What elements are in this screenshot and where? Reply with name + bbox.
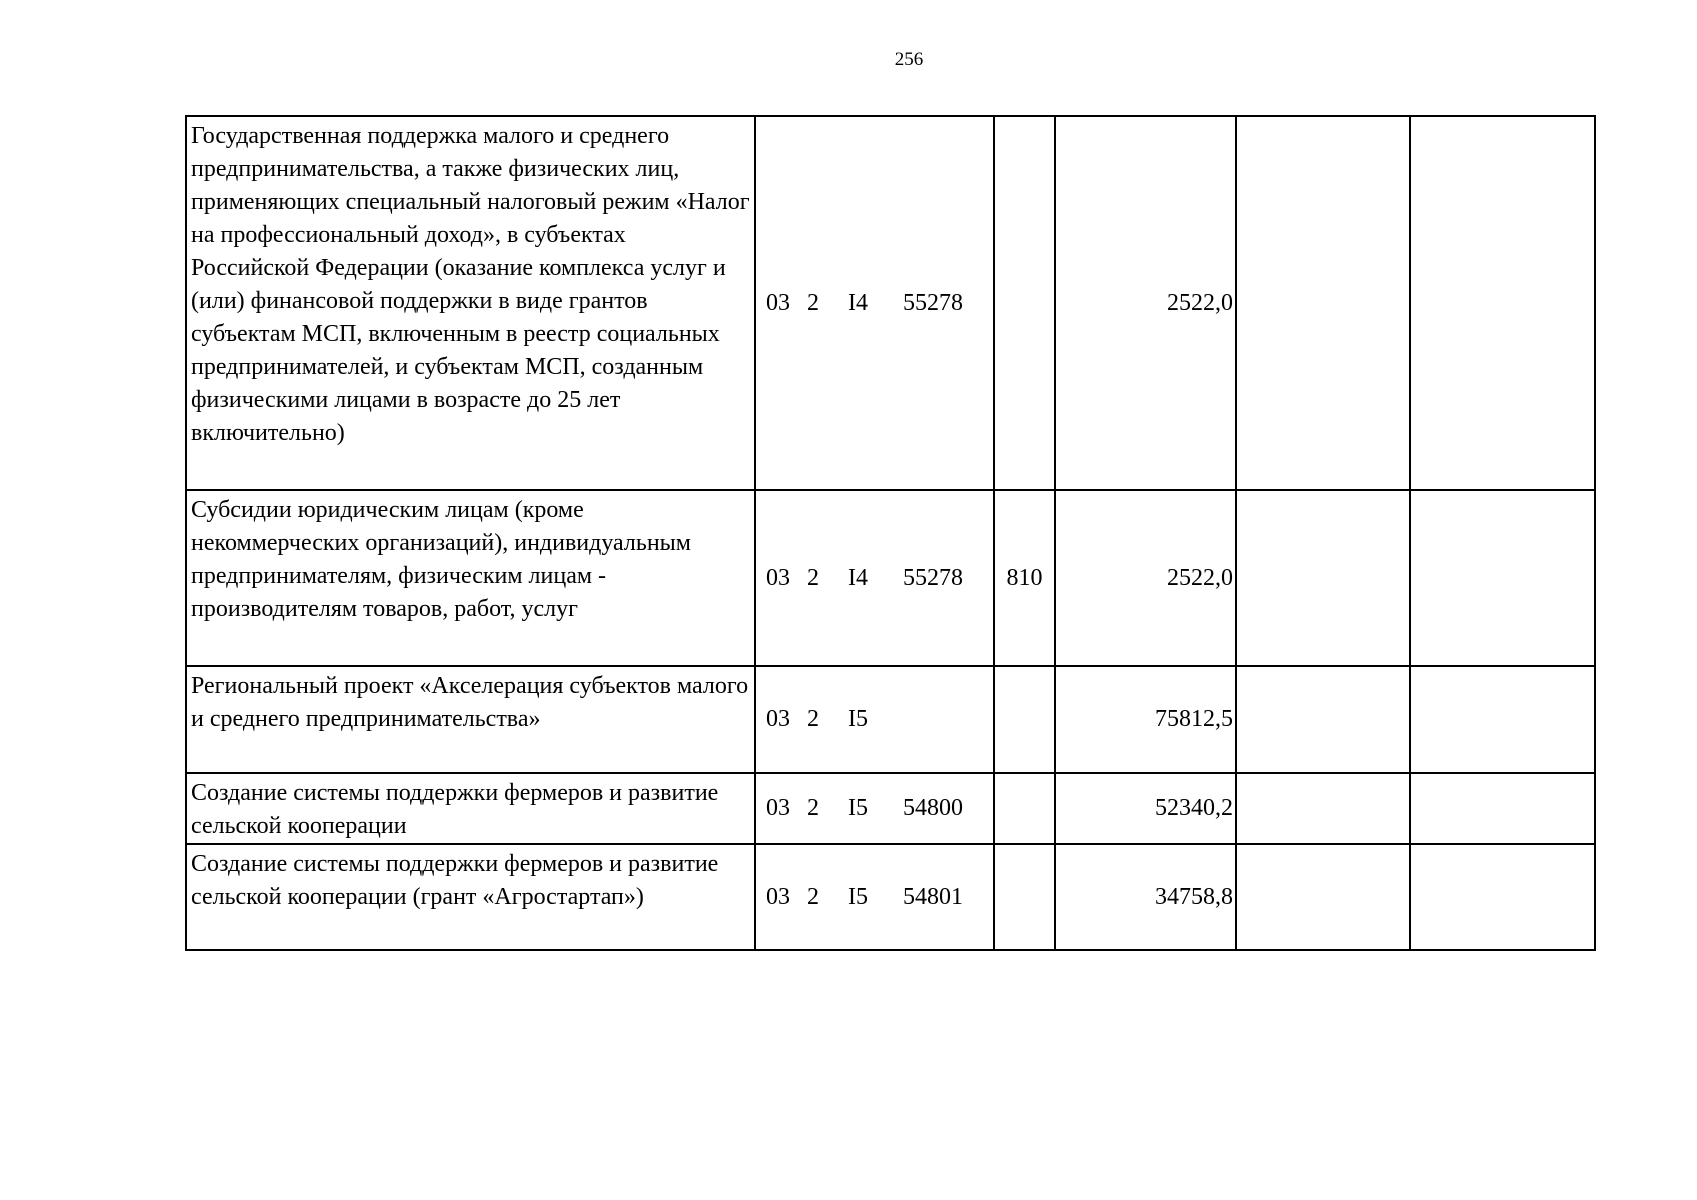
section-code: 03 xyxy=(766,883,790,910)
program-code: 2 xyxy=(807,289,819,316)
table-row xyxy=(186,116,1595,490)
row-name-cell: Региональный проект «Акселерация субъектов малого и среднего предпринимательства» xyxy=(186,666,755,773)
budget-table xyxy=(185,115,1596,951)
project-code: I5 xyxy=(848,795,868,821)
expense-type-cell xyxy=(994,773,1055,844)
program-code: 2 xyxy=(807,564,819,591)
empty-cell xyxy=(1410,666,1595,773)
page-number: 256 xyxy=(894,49,924,70)
empty-cell xyxy=(1236,490,1410,666)
project-code: I4 xyxy=(848,564,868,591)
row-codes-cell xyxy=(755,666,994,773)
amount-cell: 2522,0 xyxy=(1055,490,1236,666)
amount-cell: 52340,2 xyxy=(1055,773,1236,844)
expense-type-cell xyxy=(994,844,1055,950)
row-name-cell: Создание системы поддержки фермеров и развитие сельской кооперации (грант «Агростартап») xyxy=(186,844,755,950)
empty-cell xyxy=(1410,490,1595,666)
row-codes-cell xyxy=(755,773,994,844)
direction-code: 54800 xyxy=(903,795,963,821)
project-code: I4 xyxy=(848,289,868,316)
row-name-cell: Субсидии юридическим лицам (кроме некоммерческих организаций), индивидуальным предпринимателям, физическим лицам - производителям товаров, работ, услуг xyxy=(186,490,755,666)
amount-cell: 75812,5 xyxy=(1055,666,1236,773)
empty-cell xyxy=(1236,844,1410,950)
program-code: 2 xyxy=(807,883,819,910)
project-code: I5 xyxy=(848,883,868,910)
empty-cell xyxy=(1236,666,1410,773)
row-codes-cell xyxy=(755,490,994,666)
section-code: 03 xyxy=(766,289,790,316)
expense-type-cell xyxy=(994,666,1055,773)
direction-code: 55278 xyxy=(903,289,963,316)
table-row xyxy=(186,773,1595,844)
direction-code: 55278 xyxy=(903,564,963,591)
direction-code: 54801 xyxy=(903,883,963,910)
section-code: 03 xyxy=(766,706,790,732)
expense-type-cell xyxy=(994,116,1055,490)
empty-cell xyxy=(1236,116,1410,490)
empty-cell xyxy=(1410,844,1595,950)
amount-cell: 34758,8 xyxy=(1055,844,1236,950)
empty-cell xyxy=(1236,773,1410,844)
empty-cell xyxy=(1410,116,1595,490)
empty-cell xyxy=(1410,773,1595,844)
row-name-cell: Создание системы поддержки фермеров и развитие сельской кооперации xyxy=(186,773,755,844)
row-name-cell: Государственная поддержка малого и среднего предпринимательства, а также физических лиц, применяющих специальный налоговый режим «Налог на профессиональный доход», в субъектах Российской Федерации (оказание комплекса услуг и (или) финансовой поддержки в виде грантов субъектам МСП, включенным в реестр социальных предпринимателей, и субъектам МСП, созданным физическими лицами в возрасте до 25 лет включительно) xyxy=(186,116,755,490)
section-code: 03 xyxy=(766,795,790,821)
table-row xyxy=(186,666,1595,773)
project-code: I5 xyxy=(848,706,868,732)
section-code: 03 xyxy=(766,564,790,591)
table-row xyxy=(186,844,1595,950)
expense-type-cell: 810 xyxy=(994,490,1055,666)
amount-cell: 2522,0 xyxy=(1055,116,1236,490)
program-code: 2 xyxy=(807,795,819,821)
row-codes-cell xyxy=(755,844,994,950)
row-codes-cell xyxy=(755,116,994,490)
table-row xyxy=(186,490,1595,666)
program-code: 2 xyxy=(807,706,819,732)
